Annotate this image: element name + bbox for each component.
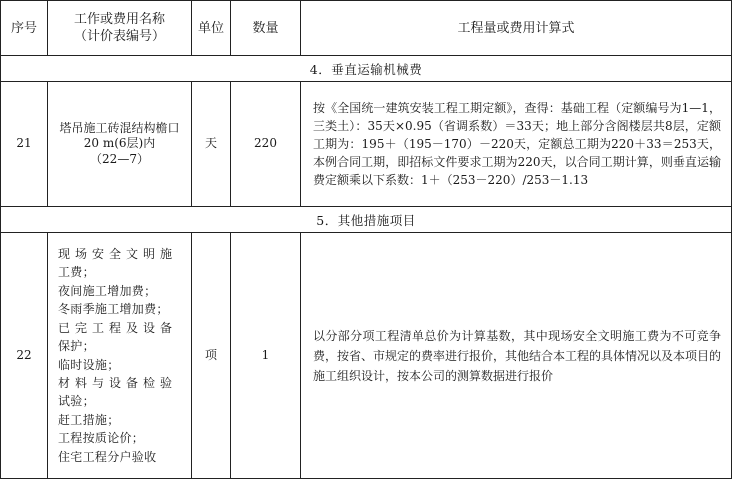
row-22-formula — [301, 233, 731, 478]
name-list-item: 材料与设备检验 — [58, 375, 178, 390]
row-seq-value: 22 — [16, 347, 32, 362]
header-name — [48, 1, 191, 55]
name-list-item: 现场安全文明施 — [58, 247, 178, 262]
row-21-name — [48, 82, 191, 206]
row-unit-value: 项 — [204, 347, 217, 362]
header-qty-label: 数量 — [252, 20, 279, 36]
header-seq — [1, 1, 47, 55]
row-21-unit — [192, 82, 230, 206]
header-unit-label: 单位 — [197, 20, 224, 36]
name-list-item: 保护； — [58, 339, 95, 354]
row-name-line1: 塔吊施工砖混结构檐口 — [59, 120, 180, 135]
name-list-item: 临时设施； — [58, 357, 120, 372]
row-qty-value: 1 — [261, 347, 270, 362]
row-22-seq — [1, 233, 47, 478]
row-22-qty — [231, 233, 300, 478]
header-formula-label: 工程量或费用计算式 — [457, 20, 575, 36]
row-formula-text: 按《全国统一建筑安装工程工期定额》，查得：基础工程（定额编号为1—1，三类土）：35天×0.95（省调系数）＝33天；地上部分含阁楼层共8层，定额工期为：195＋（195－170）－220天，定额总工期为220＋33＝253天，本例合同工期，即招标文件要求工期为220天，以合同工期计算，则垂直运输费定额乘以下系数：1＋（253－220）/253－1.13 — [313, 101, 721, 187]
header-name-line1: 工作或费用名称 — [73, 12, 165, 27]
row-qty-value: 220 — [254, 136, 277, 151]
name-list-item: 已完工程及设备 — [58, 320, 178, 335]
row-21-formula — [301, 82, 731, 206]
header-unit — [192, 1, 230, 55]
row-name-line3: （22—7） — [90, 151, 149, 166]
section-4-title: 4．垂直运输机械费 — [309, 61, 423, 77]
header-formula — [301, 1, 731, 55]
name-list-item: 试验； — [58, 394, 95, 409]
row-21-qty — [231, 82, 300, 206]
name-list-item: 工费； — [58, 265, 95, 280]
name-list-item: 工程按质论价； — [58, 431, 145, 446]
row-name-line2: 20 m(6层)内 — [83, 136, 156, 151]
name-list-item: 夜间施工增加费； — [58, 283, 157, 298]
header-name-line2: （计价表编号） — [73, 29, 165, 44]
header-qty — [231, 1, 300, 55]
section-title — [1, 207, 731, 232]
name-list-item: 赶工措施； — [58, 412, 120, 427]
section-title — [1, 56, 731, 81]
row-formula-text: 以分部分项工程清单总价为计算基数，其中现场安全文明施工费为不可竞争费，按省、市规定的费率进行报价，其他结合本工程的具体情况以及本项目的施工组织设计，按本公司的测算数据进行报价 — [313, 328, 722, 383]
row-unit-value: 天 — [204, 136, 217, 151]
name-list-item: 住宅工程分户验收 — [58, 449, 157, 464]
row-22-unit — [192, 233, 230, 478]
section-5-title: 5．其他措施项目 — [316, 212, 416, 228]
name-list-item: 冬雨季施工增加费； — [58, 302, 169, 317]
row-21-seq — [1, 82, 47, 206]
row-22-name-list — [48, 233, 191, 478]
row-seq-value: 21 — [16, 136, 32, 151]
header-seq-label: 序号 — [10, 20, 37, 36]
